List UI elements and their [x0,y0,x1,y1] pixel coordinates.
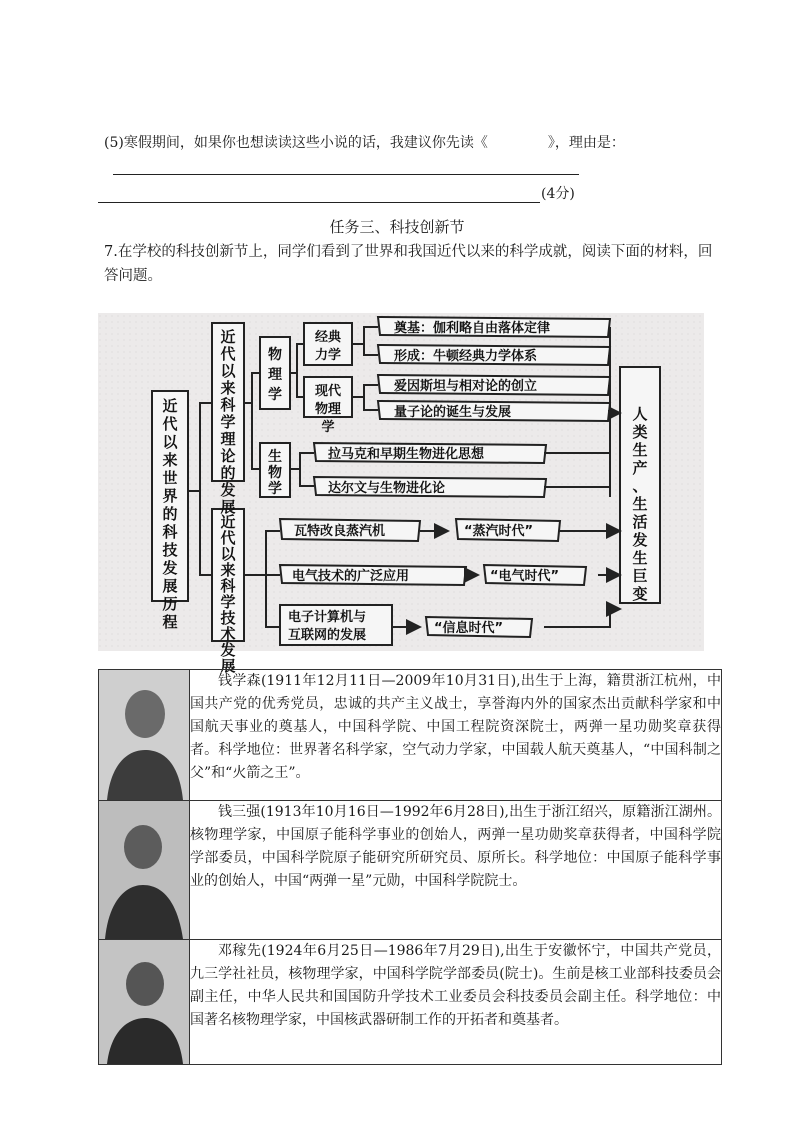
diagram-modern-label: 现代物理学 [314,384,342,435]
q5-text-before: (5)寒假期间，如果你也想读读这些小说的话，我建议你先读《 [104,135,488,151]
branch-darwin: 达尔文与生物进化论 [328,481,446,496]
q5-text-after: 》，理由是： [547,135,625,151]
portrait-photo [99,670,189,800]
table-row [99,940,722,1065]
portrait-photo [99,801,189,939]
scientist-bio: 邓稼先(1924年6月25日—1986年7月29日),出生于安徽怀宁，中国共产党员，九三学社社员，核物理学家，中国科学院学部委员(院士)。生前是核工业部科技委员会副主任，中华人民共和国国防升学技术工业委员会科技委员会副主任。科学地位：中国著名核物理学家，中国核武器研制工作的开拓者和奠基者。 [190,940,722,1065]
diagram-root-label: 近代以来世界的科技发展历程 [162,397,178,631]
tech-steam-era: “蒸汽时代” [464,524,534,539]
diagram-biology-label: 生物学 [268,449,282,497]
scientist-bio: 钱三强(1913年10月16日—1992年6月28日),出生于浙江绍兴，原籍浙江湖州。核物理学家，中国原子能科学事业的创始人，两弹一星功勋奖章获得者，中国科学院学部委员，中国科学院原子能研究所研究员、原所长。科学地位：中国原子能科学事业的创始人，中国“两弹一星”元勋，中国科学院院士。 [190,801,722,940]
photo-cell [99,801,190,940]
q5-line [104,133,625,153]
branch-einstein: 爱因斯坦与相对论的创立 [394,379,538,394]
portrait-photo [99,940,189,1064]
tech-info-era: “信息时代” [434,621,504,636]
photo-cell [99,670,190,801]
q5-score: (4分) [541,186,575,202]
diagram-classical-label: 经典力学 [314,330,342,363]
diagram-theory-label: 近代以来科学理论的发展 [220,328,236,516]
photo-cell [99,940,190,1065]
tech-electric-era: “电气时代” [490,569,560,584]
tech-steam: 瓦特改良蒸汽机 [294,524,386,539]
scientist-bio: 钱学森(1911年12月11日—2009年10月31日),出生于上海，籍贯浙江杭州，中国共产党的优秀党员，忠诚的共产主义战士，享誉海内外的国家杰出贡献科学家和中国航天事业的奠基人，中国科学院、中国工程院资深院士，两弹一星功勋奖章获得者。科学地位：世界著名科学家，空气动力学家，中国载人航天奠基人，“中国科制之父”和“火箭之王”。 [190,670,722,801]
diagram-tech-label: 近代以来科学技术发展 [220,513,236,675]
branch-galileo: 奠基：伽利略自由落体定律 [394,321,551,336]
tech-computer-line1: 电子计算机与 [288,610,367,625]
table-row [99,801,722,940]
q7-prompt: 7.在学校的科技创新节上，同学们看到了世界和我国近代以来的科学成就，阅读下面的材料，回答问题。 [104,244,713,284]
branch-quantum: 量子论的诞生与发展 [394,405,512,420]
branch-lamarck: 拉马克和早期生物进化思想 [328,447,485,462]
scientists-table [98,669,722,1065]
tech-computer-line2: 互联网的发展 [288,628,367,643]
task-title: 任务三、科技创新节 [329,218,465,236]
science-development-diagram [98,313,704,675]
diagram-result-label: 人类生产、生活发生巨变 [632,405,648,603]
tech-electric: 电气技术的广泛应用 [292,569,410,584]
table-row [99,670,722,801]
branch-newton: 形成：牛顿经典力学体系 [394,349,538,364]
diagram-physics-label: 物理学 [268,347,282,403]
answer-line-2[interactable] [98,202,540,203]
answer-line-1[interactable] [113,174,579,175]
